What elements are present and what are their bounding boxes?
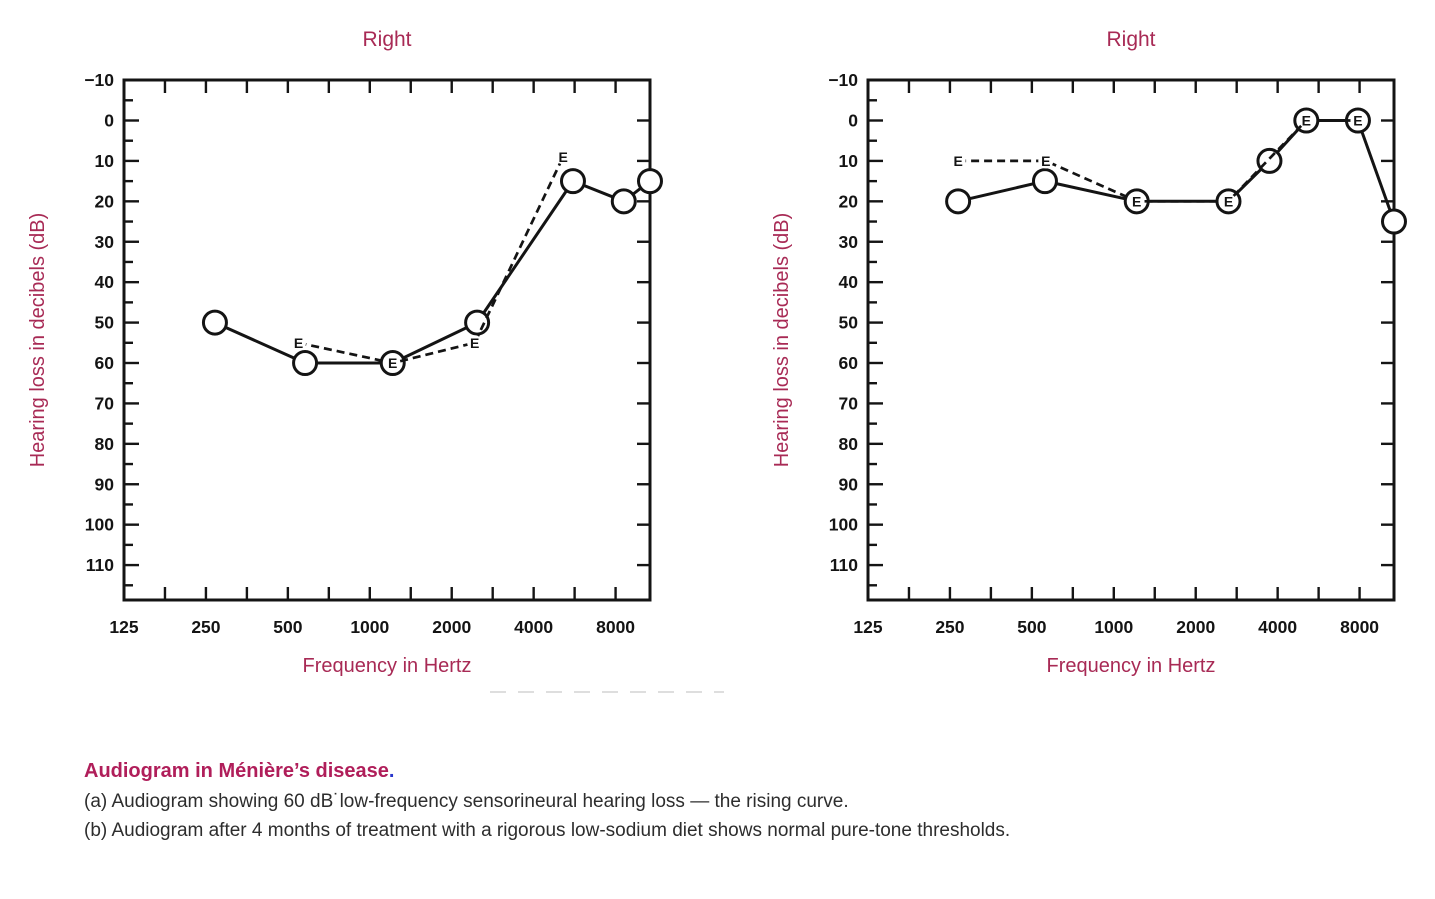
air-conduction-line [958,121,1394,222]
x-tick-label: 4000 [514,617,554,637]
x-tick-label: 250 [191,617,221,637]
y-tick-label: 60 [838,353,858,374]
y-tick-label: 60 [94,353,114,374]
plot-box [124,80,650,600]
y-tick-label: 50 [838,312,858,333]
y-tick-label: 70 [838,393,858,414]
bone-conduction-line [299,157,564,363]
x-axis-title: Frequency in Hertz [1046,655,1216,677]
x-tick-label: 2000 [432,617,472,637]
air-conduction-marker [203,311,226,334]
x-tick-label: 1000 [350,617,390,637]
air-conduction-marker [466,311,489,334]
bone-conduction-marker: E [953,152,963,169]
x-tick-label: 1000 [1094,617,1134,637]
y-tick-label: 100 [84,514,114,535]
bone-conduction-marker: E [388,355,398,372]
x-tick-label: 8000 [596,617,636,637]
bone-conduction-marker: E [293,334,304,351]
audiogram-b [771,28,1405,677]
axis-ticks [868,80,1394,600]
air-conduction-line [215,181,650,363]
air-conduction-marker [561,170,584,193]
bone-conduction-marker: E [1301,112,1311,129]
air-conduction-marker [947,190,970,213]
y-tick-label: 10 [94,150,114,171]
plot-box [868,80,1394,600]
bone-conduction-marker: E [1132,193,1142,210]
chart-title: Right [1106,28,1156,51]
air-conduction-marker [294,352,317,375]
caption-heading-text: Audiogram in Ménière’s disease [84,760,389,782]
air-conduction-marker [1033,170,1056,193]
y-tick-label: 0 [104,110,114,131]
air-conduction-marker [612,190,635,213]
x-tick-label: 250 [935,617,965,637]
x-tick-label: 8000 [1340,617,1380,637]
y-tick-label: −10 [828,70,858,91]
caption [84,756,1010,845]
y-tick-label: 30 [838,231,858,252]
caption-line-b: (b) Audiogram after 4 months of treatment with a rigorous low-sodium diet shows normal pure-tone thresholds. [84,820,1011,841]
y-tick-label: 10 [838,150,858,171]
y-tick-label: 110 [85,555,114,576]
y-axis-title: Hearing loss in decibels (dB) [771,212,793,468]
caption-line-a: (a) Audiogram showing 60 dB˙low-frequency sensorineural hearing loss — the rising curve. [84,791,849,812]
axis-ticks [124,80,650,600]
y-tick-label: 90 [838,474,858,495]
x-axis-title: Frequency in Hertz [302,655,472,677]
bone-conduction-line [958,121,1358,202]
chart-title: Right [362,28,412,51]
y-tick-label: 30 [94,231,114,252]
bone-conduction-marker: E [469,334,480,351]
x-tick-label: 125 [853,617,883,637]
bone-conduction-marker: E [1041,152,1051,169]
y-tick-label: −10 [84,70,114,91]
air-conduction-marker [1382,210,1405,233]
bone-conduction-marker: E [1353,112,1363,129]
air-conduction-marker [638,170,661,193]
y-axis-title: Hearing loss in decibels (dB) [27,212,49,468]
y-tick-label: 110 [829,555,858,576]
y-tick-label: 50 [94,312,114,333]
air-conduction-marker [1258,149,1281,172]
y-tick-label: 80 [838,433,858,454]
y-tick-label: 80 [94,433,114,454]
y-tick-label: 100 [828,514,858,535]
caption-heading-period: . [388,760,395,782]
y-tick-label: 40 [94,272,114,293]
x-tick-label: 125 [109,617,139,637]
y-tick-label: 90 [94,474,114,495]
y-tick-label: 0 [848,110,858,131]
x-tick-label: 500 [1017,617,1047,637]
audiogram-a [27,28,661,677]
caption-heading [84,756,1010,786]
bone-conduction-marker: E [558,148,568,165]
y-tick-label: 20 [838,191,858,212]
bone-conduction-marker: E [1223,193,1234,210]
y-tick-label: 20 [94,191,114,212]
x-tick-label: 2000 [1176,617,1216,637]
y-tick-label: 40 [838,272,858,293]
x-tick-label: 4000 [1258,617,1298,637]
x-tick-label: 500 [273,617,303,637]
y-tick-label: 70 [94,393,114,414]
